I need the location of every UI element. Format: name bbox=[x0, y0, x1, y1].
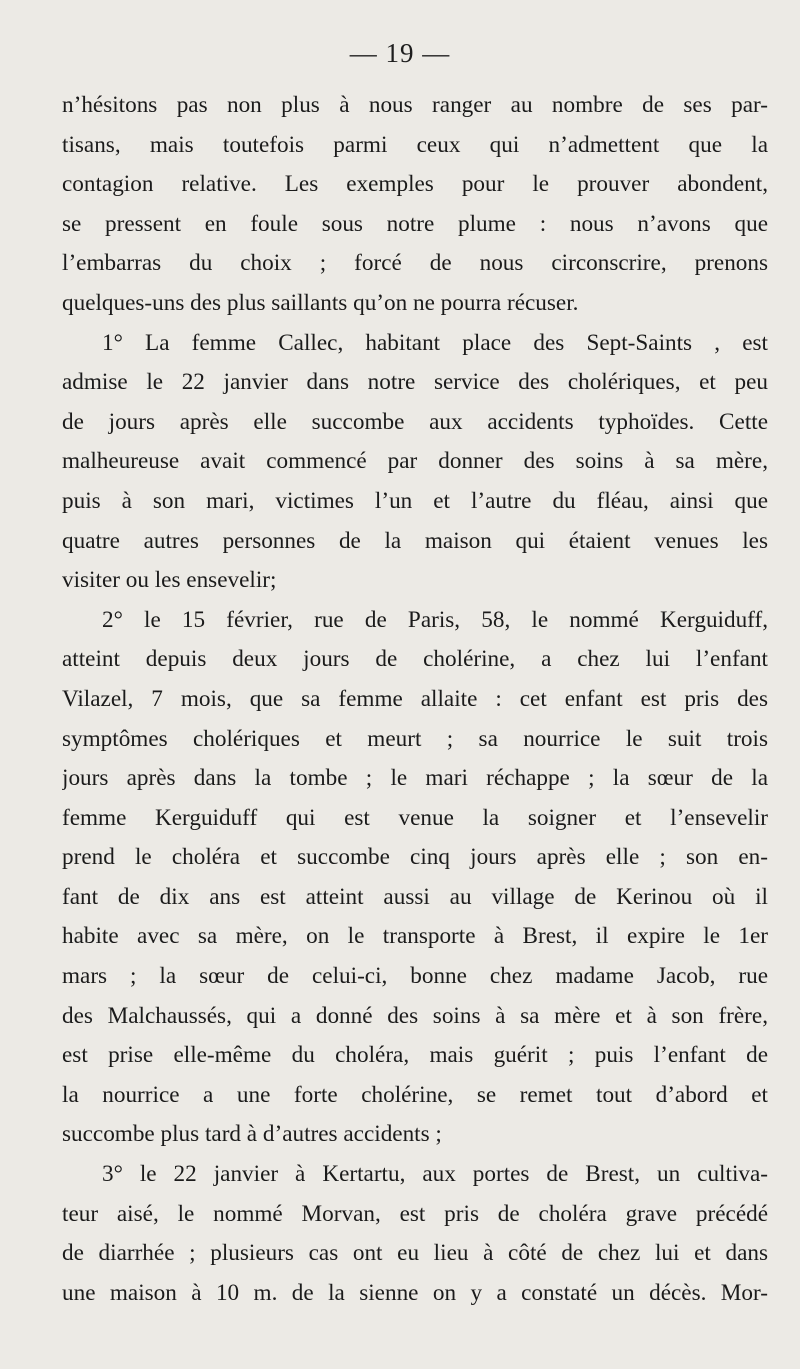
text-line: se pressent en foule sous notre plume : nous n’avons que bbox=[62, 210, 768, 237]
text-line: symptômes cholériques et meurt ; sa nourrice le suit trois bbox=[62, 725, 768, 752]
text-line: 2° le 15 février, rue de Paris, 58, le nommé Kerguiduff, bbox=[102, 606, 768, 633]
text-line: de jours après elle succombe aux accidents typhoïdes. Cette bbox=[62, 408, 768, 435]
text-line: prend le choléra et succombe cinq jours après elle ; son en- bbox=[62, 844, 768, 871]
text-line: admise le 22 janvier dans notre service des cholériques, et peu bbox=[62, 369, 768, 396]
text-line: puis à son mari, victimes l’un et l’autre du fléau, ainsi que bbox=[62, 487, 768, 514]
text-line: malheureuse avait commencé par donner des soins à sa mère, bbox=[62, 448, 768, 475]
text-line: atteint depuis deux jours de cholérine, a chez lui l’enfant bbox=[62, 646, 768, 673]
text-line: contagion relative. Les exemples pour le prouver abondent, bbox=[62, 171, 768, 198]
text-line: habite avec sa mère, on le transporte à Brest, il expire le 1er bbox=[62, 923, 768, 950]
text-line: teur aisé, le nommé Morvan, est pris de choléra grave précédé bbox=[62, 1200, 768, 1227]
text-line: visiter ou les ensevelir; bbox=[62, 567, 277, 594]
text-line: Vilazel, 7 mois, que sa femme allaite : cet enfant est pris des bbox=[62, 685, 768, 712]
text-line: l’embarras du choix ; forcé de nous circonscrire, prenons bbox=[62, 250, 768, 277]
text-line: mars ; la sœur de celui-ci, bonne chez madame Jacob, rue bbox=[62, 963, 768, 990]
text-line: jours après dans la tombe ; le mari réchappe ; la sœur de la bbox=[62, 765, 768, 792]
text-line: est prise elle-même du choléra, mais guérit ; puis l’enfant de bbox=[62, 1042, 768, 1069]
page-number: — 19 — bbox=[349, 38, 451, 68]
text-line: des Malchaussés, qui a donné des soins à sa mère et à son frère, bbox=[62, 1002, 768, 1029]
text-line: 1° La femme Callec, habitant place des Sept-Saints , est bbox=[102, 329, 768, 356]
text-line: quelques-uns des plus saillants qu’on ne pourra récuser. bbox=[62, 289, 579, 316]
text-line: n’hésitons pas non plus à nous ranger au nombre de ses par- bbox=[62, 92, 768, 118]
text-line: succombe plus tard à d’autres accidents ; bbox=[62, 1121, 442, 1148]
text-line: fant de dix ans est atteint aussi au village de Kerinou où il bbox=[62, 883, 768, 910]
text-line: une maison à 10 m. de la sienne on y a constaté un décès. Mor- bbox=[62, 1279, 768, 1306]
text-line: la nourrice a une forte cholérine, se remet tout d’abord et bbox=[62, 1081, 768, 1108]
body-text bbox=[62, 86, 768, 1313]
text-line: femme Kerguiduff qui est venue la soigner et l’ensevelir bbox=[62, 804, 768, 831]
text-line: tisans, mais toutefois parmi ceux qui n’admettent que la bbox=[62, 131, 768, 158]
text-line: 3° le 22 janvier à Kertartu, aux portes de Brest, un cultiva- bbox=[102, 1161, 768, 1188]
text-line: de diarrhée ; plusieurs cas ont eu lieu à côté de chez lui et dans bbox=[62, 1240, 768, 1267]
text-line: quatre autres personnes de la maison qui étaient venues les bbox=[62, 527, 768, 554]
